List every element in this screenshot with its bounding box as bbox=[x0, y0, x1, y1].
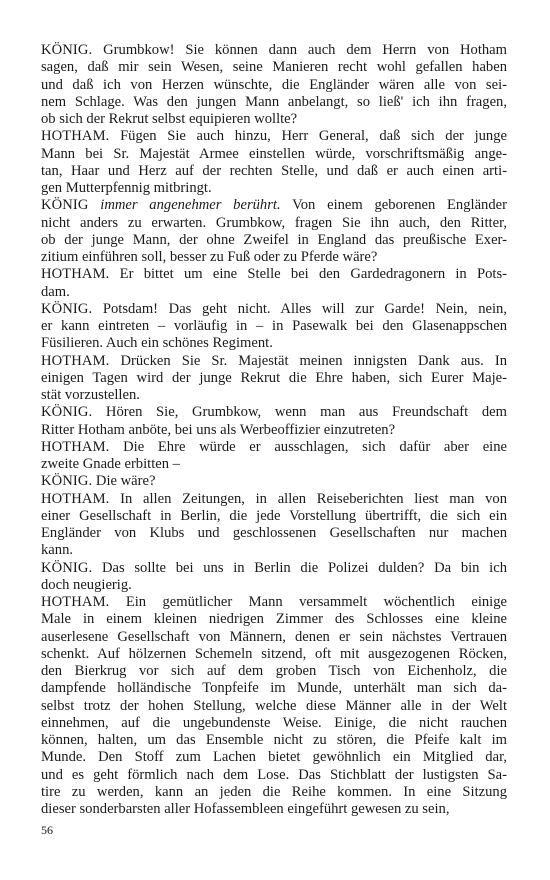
line-text: ob sich der Rekrut selbst equipieren wollte? bbox=[41, 111, 298, 127]
line-text: Mann bei Sr. Majestät Armee einstellen würde, vorschriftsmäßig ange- bbox=[41, 145, 507, 162]
text-line bbox=[41, 629, 507, 646]
page-number: 56 bbox=[41, 823, 53, 837]
speaker-name: KÖNIG bbox=[41, 197, 89, 214]
dialogue-paragraph bbox=[41, 128, 507, 197]
text-line bbox=[41, 542, 507, 559]
dialogue-paragraph bbox=[41, 473, 507, 490]
text-line bbox=[41, 197, 507, 214]
text-line bbox=[41, 577, 507, 594]
line-text: Von einem geborenen Engländer bbox=[280, 197, 507, 214]
text-line bbox=[41, 439, 507, 456]
line-text: Engländer von Klubs und geschlossenen Gesellschaften nur machen bbox=[41, 525, 507, 541]
text-line bbox=[41, 42, 507, 59]
line-text: kann. bbox=[41, 542, 74, 559]
text-line bbox=[41, 456, 507, 473]
speaker-name: KÖNIG. bbox=[41, 300, 93, 317]
text-line bbox=[41, 180, 507, 197]
speaker-name: HOTHAM. bbox=[41, 490, 110, 507]
text-line bbox=[41, 284, 507, 301]
line-text: einer Gesellschaft in Berlin, die jede Vorstellung übertrifft, die sich ein bbox=[41, 507, 507, 524]
text-line bbox=[41, 491, 507, 508]
text-line bbox=[41, 404, 507, 421]
text-line bbox=[41, 111, 507, 128]
speaker-name: HOTHAM. bbox=[41, 438, 110, 455]
dialogue-paragraph bbox=[41, 404, 507, 439]
dialogue-paragraph bbox=[41, 439, 507, 474]
line-text: gen Mutterpfennig mitbringt. bbox=[41, 180, 212, 196]
text-line bbox=[41, 611, 507, 628]
speaker-name: KÖNIG. bbox=[41, 42, 93, 58]
line-text: Hören Sie, Grumbkow, wenn man aus Freundschaft dem bbox=[92, 404, 507, 421]
line-text: einigen Tagen wird der junge Rekrut die Ehre haben, sich Eurer Maje- bbox=[41, 369, 507, 386]
line-text: können, halten, um das Ensemble nicht zu stören, die Pfeife kalt im bbox=[41, 732, 507, 748]
line-text: und daß ich von Herzen wünschte, die Engländer wären alle von sei- bbox=[41, 76, 507, 93]
line-text: selbst trotz der hohen Stellung, welche diese Männer alle in der Welt bbox=[41, 697, 507, 714]
text-line bbox=[41, 318, 507, 335]
line-text: schenkt. Auf hölzernen Schemeln sitzend, oft mit ausgezogenen Röcken, bbox=[41, 645, 507, 662]
speaker-name: HOTHAM. bbox=[41, 594, 110, 610]
text-line bbox=[41, 594, 507, 611]
text-line bbox=[41, 353, 507, 370]
line-text: doch neugierig. bbox=[41, 576, 132, 593]
line-text: den Bierkrug vor sich auf dem groben Tisch von Eichenholz, die bbox=[41, 663, 507, 679]
line-text: nem Schlage. Was den jungen Mann anbelangt, so ließ' ich ihn fragen, bbox=[41, 93, 507, 110]
dialogue-paragraph bbox=[41, 594, 507, 818]
line-text: Munde. Den Stoff zum Lachen bietet gewöhnlich ein Mitglied dar, bbox=[41, 749, 507, 766]
dialogue-paragraph bbox=[41, 301, 507, 353]
line-text: Drücken Sie Sr. Majestät meinen innigsten Dank aus. In bbox=[109, 352, 507, 369]
text-line bbox=[41, 784, 507, 801]
text-line bbox=[41, 249, 507, 266]
text-line bbox=[41, 560, 507, 577]
line-text: auserlesene Gesellschaft von Männern, denen er sein nächstes Vertrauen bbox=[41, 628, 507, 645]
text-line bbox=[41, 646, 507, 663]
line-text: dampfende holländische Tonpfeife im Munde, unterhält man sich da- bbox=[41, 680, 507, 697]
dialogue-paragraph bbox=[41, 491, 507, 560]
line-text: sagen, daß mir sein Wesen, seine Manieren recht wohl gefallen haben bbox=[41, 59, 507, 76]
line-text: Ein gemütlicher Mann versammelt wöchentlich einige bbox=[109, 594, 507, 610]
line-text: tan, Haar und Herz auf der rechten Stelle, und daß er auch einen arti- bbox=[41, 162, 507, 179]
line-text: Die wäre? bbox=[92, 473, 156, 490]
text-line bbox=[41, 128, 507, 145]
line-text: In allen Zeitungen, in allen Reiseberichten liest man von bbox=[109, 490, 507, 507]
line-text: Potsdam! Das geht nicht. Alles will zur Garde! Nein, nein, bbox=[92, 300, 507, 317]
text-line bbox=[41, 680, 507, 697]
page-body bbox=[41, 42, 507, 818]
line-text: dam. bbox=[41, 283, 70, 300]
dialogue-paragraph bbox=[41, 353, 507, 405]
text-line bbox=[41, 801, 507, 818]
text-line bbox=[41, 525, 507, 542]
line-text: nicht anders zu erwarten. Grumbkow, fragen Sie ihn auch, den Ritter, bbox=[41, 214, 507, 231]
text-line bbox=[41, 422, 507, 439]
line-text: zweite Gnade erbitten – bbox=[41, 456, 180, 472]
text-line bbox=[41, 94, 507, 111]
line-text: zitium einführen soll, besser zu Fuß oder zu Pferde wäre? bbox=[41, 249, 378, 265]
text-line bbox=[41, 698, 507, 715]
text-line bbox=[41, 77, 507, 94]
dialogue-paragraph bbox=[41, 560, 507, 595]
line-text: ob der junge Mann, der ohne Zweifel in England das preußische Exer- bbox=[41, 231, 507, 248]
text-line bbox=[41, 266, 507, 283]
line-text: Ritter Hotham anböte, bei uns als Werbeoffizier einzutreten? bbox=[41, 421, 396, 438]
dialogue-paragraph bbox=[41, 266, 507, 301]
speaker-name: HOTHAM. bbox=[41, 266, 110, 283]
text-line bbox=[41, 732, 507, 749]
line-text: und es geht förmlich nach dem Lose. Das Stichblatt der lustigsten Sa- bbox=[41, 766, 507, 783]
line-text: Male in einem kleinen niedrigen Zimmer des Schlosses eine kleine bbox=[41, 611, 507, 628]
text-line bbox=[41, 767, 507, 784]
text-line bbox=[41, 370, 507, 387]
line-text: Füsilieren. Auch ein schönes Regiment. bbox=[41, 335, 273, 352]
text-line bbox=[41, 215, 507, 232]
stage-direction: immer angenehmer berührt. bbox=[88, 197, 281, 214]
speaker-name: KÖNIG. bbox=[41, 473, 93, 490]
line-text: dieser sonderbarsten aller Hofassembleen eingeführt gewesen zu sein, bbox=[41, 801, 450, 817]
speaker-name: KÖNIG. bbox=[41, 559, 93, 576]
speaker-name: HOTHAM. bbox=[41, 128, 110, 145]
text-line bbox=[41, 715, 507, 732]
text-line bbox=[41, 335, 507, 352]
dialogue-paragraph bbox=[41, 42, 507, 128]
text-line bbox=[41, 663, 507, 680]
text-line bbox=[41, 301, 507, 318]
speaker-name: KÖNIG. bbox=[41, 404, 93, 421]
dialogue-paragraph bbox=[41, 197, 507, 266]
text-line bbox=[41, 749, 507, 766]
line-text: er kann eintreten – vorläufig in – in Pasewalk bei den Glasenappschen bbox=[41, 318, 507, 334]
text-line bbox=[41, 232, 507, 249]
text-line bbox=[41, 473, 507, 490]
text-line bbox=[41, 508, 507, 525]
line-text: Fügen Sie auch hinzu, Herr General, daß sich der junge bbox=[109, 128, 507, 145]
speaker-name: HOTHAM. bbox=[41, 352, 110, 369]
text-line bbox=[41, 163, 507, 180]
line-text: stät vorzustellen. bbox=[41, 387, 140, 403]
line-text: Die Ehre würde er ausschlagen, sich dafür aber eine bbox=[109, 438, 507, 455]
line-text: Das sollte bei uns in Berlin die Polizei dulden? Da bin ich bbox=[92, 559, 507, 576]
line-text: tire zu werden, kann an jeden die Reihe kommen. In eine Sitzung bbox=[41, 783, 507, 800]
line-text: Grumbkow! Sie können dann auch dem Herrn von Hotham bbox=[92, 42, 507, 58]
text-line bbox=[41, 387, 507, 404]
line-text: einnehmen, auf die ungebundenste Weise. Einige, die nicht rauchen bbox=[41, 714, 507, 731]
line-text: Er bittet um eine Stelle bei den Gardedragonern in Pots- bbox=[109, 266, 507, 283]
text-line bbox=[41, 59, 507, 76]
text-line bbox=[41, 146, 507, 163]
